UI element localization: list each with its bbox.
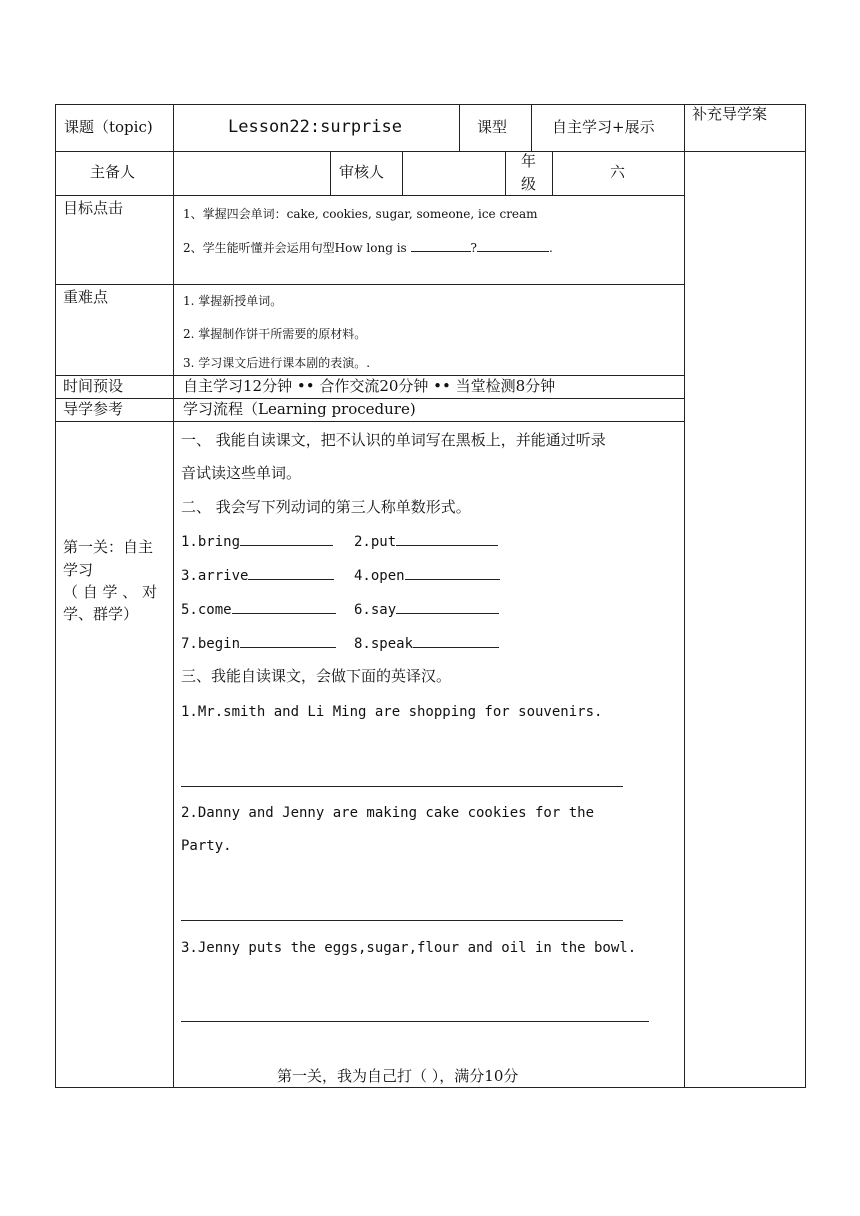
guide-label: 导学参考	[63, 400, 124, 418]
reviewer-label: 审核人	[339, 163, 385, 181]
verb-item-2	[354, 535, 498, 549]
col-divider-right	[684, 104, 685, 1088]
verb-8-blank[interactable]	[413, 646, 499, 648]
row-divider-1	[55, 151, 806, 152]
row1-divider-a	[459, 104, 460, 151]
verb-item-4	[354, 569, 500, 583]
verb-8-label: 8.speak	[354, 636, 414, 652]
type-value: 自主学习+展示	[552, 118, 655, 136]
goals-line-2-text: 2、学生能听懂并会运用句型How long is	[183, 241, 407, 255]
goals-label: 目标点击	[63, 199, 124, 217]
table-border-bottom	[55, 1087, 806, 1088]
time-plan-label: 时间预设	[63, 377, 124, 395]
col-divider-main	[173, 104, 174, 1088]
row-divider-3	[55, 284, 684, 285]
verb-7-label: 7.begin	[181, 636, 241, 652]
verb-item-7	[181, 637, 336, 651]
goals-blank-1	[411, 250, 471, 252]
row1-divider-b	[531, 104, 532, 151]
key-point-1: 1. 掌握新授单词。	[183, 294, 283, 308]
lesson-title: Lesson22:surprise	[228, 117, 402, 137]
verb-3-label: 3.arrive	[181, 568, 249, 584]
row-divider-5	[55, 398, 684, 399]
goals-line-1: 1、掌握四会单词：cake, cookies, sugar, someone, ice cream	[183, 207, 538, 221]
key-points-label: 重难点	[63, 288, 109, 306]
verb-6-label: 6.say	[354, 602, 397, 618]
stage1-label-line-1: 第一关：自主	[63, 538, 154, 556]
grade-label-top: 年	[521, 152, 537, 170]
verb-4-blank[interactable]	[405, 578, 500, 580]
key-point-3: 3. 学习课文后进行课本剧的表演。.	[183, 356, 371, 370]
guide-value: 学习流程（Learning procedure)	[183, 400, 416, 418]
task-3-heading: 三、我能自读课文，会做下面的英译汉。	[181, 667, 452, 685]
grade-label-bottom: 级	[521, 175, 537, 193]
answer-line-1[interactable]	[181, 786, 623, 787]
row-divider-2	[55, 195, 684, 196]
verb-2-blank[interactable]	[396, 544, 498, 546]
task-1-line-a: 一、 我能自读课文，把不认识的单词写在黑板上，并能通过听录	[181, 431, 606, 449]
row2-divider-a	[330, 151, 331, 195]
verb-2-label: 2.put	[354, 534, 397, 550]
stage1-label-line-2: 学习	[63, 561, 94, 579]
goals-line-2-mid: ?	[470, 241, 477, 255]
grade-value: 六	[610, 163, 626, 181]
supplement-label: 补充导学案	[692, 105, 768, 123]
row2-divider-d	[552, 151, 553, 195]
stage1-label-line-3: （ 自 学 、 对	[63, 583, 158, 601]
verb-7-blank[interactable]	[240, 646, 336, 648]
table-border-left	[55, 104, 56, 1088]
sentence-3: 3.Jenny puts the eggs,sugar,flour and oil in the bowl.	[181, 940, 637, 956]
answer-line-3[interactable]	[181, 1021, 649, 1022]
sentence-2-line-b: Party.	[181, 838, 232, 854]
goals-line-2-end: .	[548, 241, 553, 255]
sentence-2-line-a: 2.Danny and Jenny are making cake cookies for the	[181, 805, 595, 821]
type-label: 课型	[477, 118, 508, 136]
table-border-right	[805, 104, 806, 1088]
preparer-label: 主备人	[90, 163, 136, 181]
verb-1-blank[interactable]	[240, 544, 333, 546]
stage1-score: 第一关，我为自己打（ ），满分10分	[277, 1067, 519, 1085]
row-divider-4	[55, 375, 684, 376]
key-point-2: 2. 掌握制作饼干所需要的原材料。	[183, 327, 367, 341]
verb-item-8	[354, 637, 499, 651]
topic-label: 课题（topic)	[64, 118, 153, 136]
sentence-1: 1.Mr.smith and Li Ming are shopping for souvenirs.	[181, 704, 603, 720]
task-2-heading: 二、 我会写下列动词的第三人称单数形式。	[181, 498, 471, 516]
verb-6-blank[interactable]	[396, 612, 499, 614]
answer-line-2[interactable]	[181, 920, 623, 921]
row2-divider-b	[402, 151, 403, 195]
goals-line-2	[183, 242, 553, 254]
verb-item-1	[181, 535, 333, 549]
row2-divider-c	[505, 151, 506, 195]
verb-item-6	[354, 603, 499, 617]
verb-item-3	[181, 569, 334, 583]
verb-item-5	[181, 603, 336, 617]
time-plan-value: 自主学习12分钟 •• 合作交流20分钟 •• 当堂检测8分钟	[183, 377, 556, 395]
verb-5-label: 5.come	[181, 602, 232, 618]
goals-blank-2	[477, 250, 549, 252]
task-1-line-b: 音试读这些单词。	[181, 464, 302, 482]
verb-5-blank[interactable]	[232, 612, 336, 614]
row-divider-6	[55, 421, 684, 422]
verb-3-blank[interactable]	[248, 578, 334, 580]
verb-1-label: 1.bring	[181, 534, 241, 550]
stage1-label-line-4: 学、群学）	[63, 605, 139, 623]
verb-4-label: 4.open	[354, 568, 405, 584]
